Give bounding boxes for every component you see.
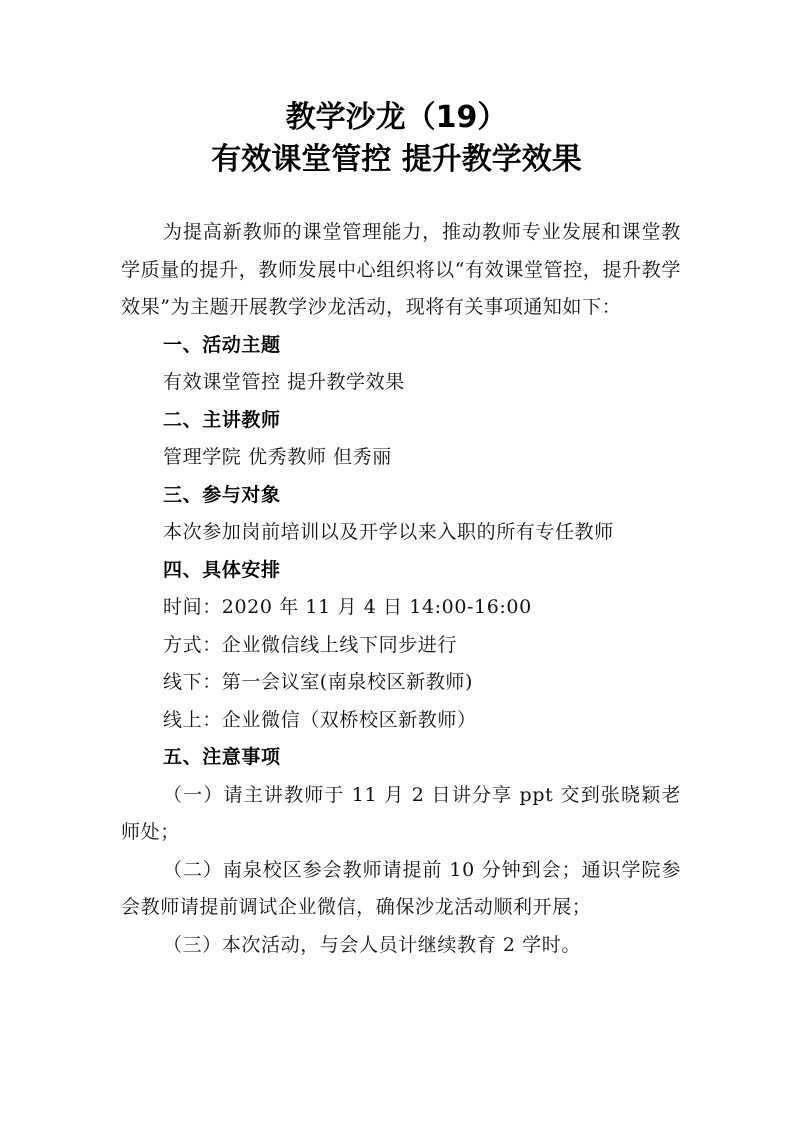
section-heading-speaker: 二、主讲教师 <box>163 408 281 431</box>
section-heading-audience: 三、参与对象 <box>163 483 281 506</box>
note-item-2: （二）南泉校区参会教师请提前 10 分钟到会；通识学院参会教师请提前调试企业微信，确保沙龙活动顺利开展； <box>121 858 681 918</box>
section-content-theme: 有效课堂管控 提升教学效果 <box>163 371 405 393</box>
schedule-offline: 线下：第一会议室(南泉校区新教师) <box>163 671 474 693</box>
schedule-online: 线上：企业微信（双桥校区新教师） <box>163 708 477 731</box>
section-heading-theme: 一、活动主题 <box>163 333 281 356</box>
schedule-time: 时间：2020 年 11 月 4 日 14:00-16:00 <box>163 596 532 618</box>
document-title-line1: 教学沙龙（19） <box>285 100 508 135</box>
section-content-audience: 本次参加岗前培训以及开学以来入职的所有专任教师 <box>163 521 614 543</box>
document-title-line2: 有效课堂管控 提升教学效果 <box>211 142 582 177</box>
note-item-3: （三）本次活动，与会人员计继续教育 2 学时。 <box>163 933 581 956</box>
section-heading-schedule: 四、具体安排 <box>163 558 281 581</box>
note-item-1: （一）请主讲教师于 11 月 2 日讲分享 ppt 交到张晓颖老师处； <box>121 783 681 843</box>
schedule-method: 方式：企业微信线上线下同步进行 <box>163 633 458 656</box>
section-content-speaker: 管理学院 优秀教师 但秀丽 <box>163 446 392 468</box>
intro-paragraph: 为提高新教师的课堂管理能力，推动教师专业发展和课堂教学质量的提升，教师发展中心组织将以“有效课堂管控，提升教学效果”为主题开展教学沙龙活动，现将有关事项通知如下： <box>121 221 681 318</box>
document-body <box>121 214 681 964</box>
section-heading-notes: 五、注意事项 <box>163 746 281 768</box>
